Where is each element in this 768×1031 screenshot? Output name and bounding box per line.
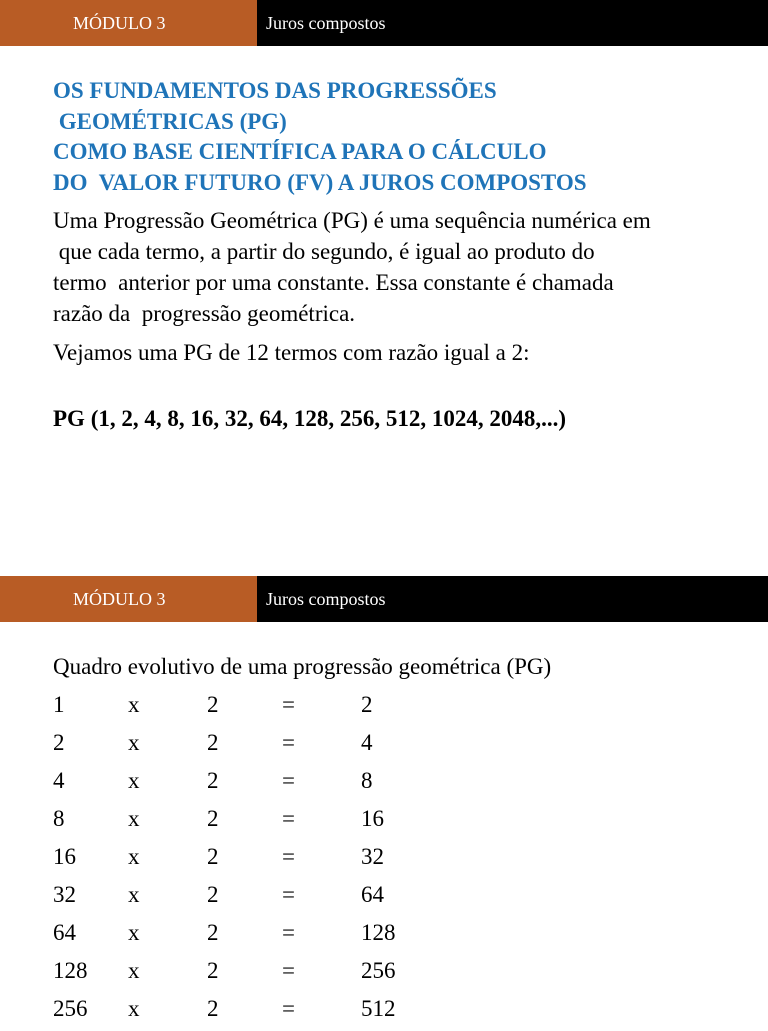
table-row <box>53 955 553 993</box>
module-text: MÓDULO 3 <box>73 13 166 33</box>
equals-sign: = <box>282 806 295 831</box>
intro-line: razão da progressão geométrica. <box>53 301 356 326</box>
term-value: 1 <box>53 692 65 717</box>
multiply-sign: x <box>128 996 140 1021</box>
table-row <box>53 993 553 1031</box>
slide1-heading <box>53 76 753 198</box>
equals-sign: = <box>282 958 295 983</box>
slide2-header <box>0 576 768 622</box>
multiply-sign: x <box>128 730 140 755</box>
heading-line: DO VALOR FUTURO (FV) A JUROS COMPOSTOS <box>53 169 587 195</box>
ratio-value: 2 <box>207 692 219 717</box>
lead-sentence: Vejamos uma PG de 12 termos com razão igual a 2: <box>53 340 530 365</box>
ratio-value: 2 <box>207 844 219 869</box>
multiply-sign: x <box>128 920 140 945</box>
table-row <box>53 689 553 727</box>
table-row <box>53 765 553 803</box>
table-caption: Quadro evolutivo de uma progressão geométrica (PG) <box>53 654 552 679</box>
result-value: 16 <box>361 806 384 831</box>
table-row <box>53 879 553 917</box>
result-value: 8 <box>361 768 373 793</box>
topic-label <box>257 576 768 622</box>
term-value: 4 <box>53 768 65 793</box>
equals-sign: = <box>282 768 295 793</box>
term-value: 16 <box>53 844 76 869</box>
multiply-sign: x <box>128 768 140 793</box>
equals-sign: = <box>282 920 295 945</box>
term-value: 128 <box>53 958 88 983</box>
pg-evolution-table <box>53 689 553 1031</box>
module-label <box>0 0 257 46</box>
term-value: 2 <box>53 730 65 755</box>
ratio-value: 2 <box>207 730 219 755</box>
heading-line: COMO BASE CIENTÍFICA PARA O CÁLCULO <box>53 139 547 164</box>
ratio-value: 2 <box>207 996 219 1021</box>
table-row <box>53 727 553 765</box>
result-value: 64 <box>361 882 384 907</box>
topic-text: Juros compostos <box>266 589 386 609</box>
intro-paragraph <box>53 205 753 329</box>
multiply-sign: x <box>128 958 140 983</box>
ratio-value: 2 <box>207 806 219 831</box>
heading-line: OS FUNDAMENTOS DAS PROGRESSÕES <box>53 78 497 103</box>
slide1-header <box>0 0 768 46</box>
pg-sequence: PG (1, 2, 4, 8, 16, 32, 64, 128, 256, 512, 1024, 2048,...) <box>53 406 567 431</box>
equals-sign: = <box>282 844 295 869</box>
term-value: 64 <box>53 920 76 945</box>
result-value: 512 <box>361 996 396 1021</box>
module-text: MÓDULO 3 <box>73 589 166 609</box>
topic-text: Juros compostos <box>266 13 386 33</box>
multiply-sign: x <box>128 692 140 717</box>
equals-sign: = <box>282 882 295 907</box>
ratio-value: 2 <box>207 882 219 907</box>
ratio-value: 2 <box>207 958 219 983</box>
result-value: 32 <box>361 844 384 869</box>
term-value: 8 <box>53 806 65 831</box>
topic-label <box>257 0 768 46</box>
multiply-sign: x <box>128 844 140 869</box>
heading-line: GEOMÉTRICAS (PG) <box>53 108 287 134</box>
module-label <box>0 576 257 622</box>
intro-line: Uma Progressão Geométrica (PG) é uma sequência numérica em <box>53 208 651 233</box>
result-value: 4 <box>361 730 373 755</box>
term-value: 32 <box>53 882 76 907</box>
multiply-sign: x <box>128 882 140 907</box>
intro-line: termo anterior por uma constante. Essa constante é chamada <box>53 270 614 295</box>
table-row <box>53 803 553 841</box>
equals-sign: = <box>282 692 295 717</box>
equals-sign: = <box>282 730 295 755</box>
multiply-sign: x <box>128 806 140 831</box>
table-row <box>53 841 553 879</box>
ratio-value: 2 <box>207 920 219 945</box>
term-value: 256 <box>53 996 88 1021</box>
intro-line: que cada termo, a partir do segundo, é igual ao produto do <box>53 239 595 264</box>
result-value: 256 <box>361 958 396 983</box>
table-row <box>53 917 553 955</box>
equals-sign: = <box>282 996 295 1021</box>
result-value: 2 <box>361 692 373 717</box>
result-value: 128 <box>361 920 396 945</box>
ratio-value: 2 <box>207 768 219 793</box>
